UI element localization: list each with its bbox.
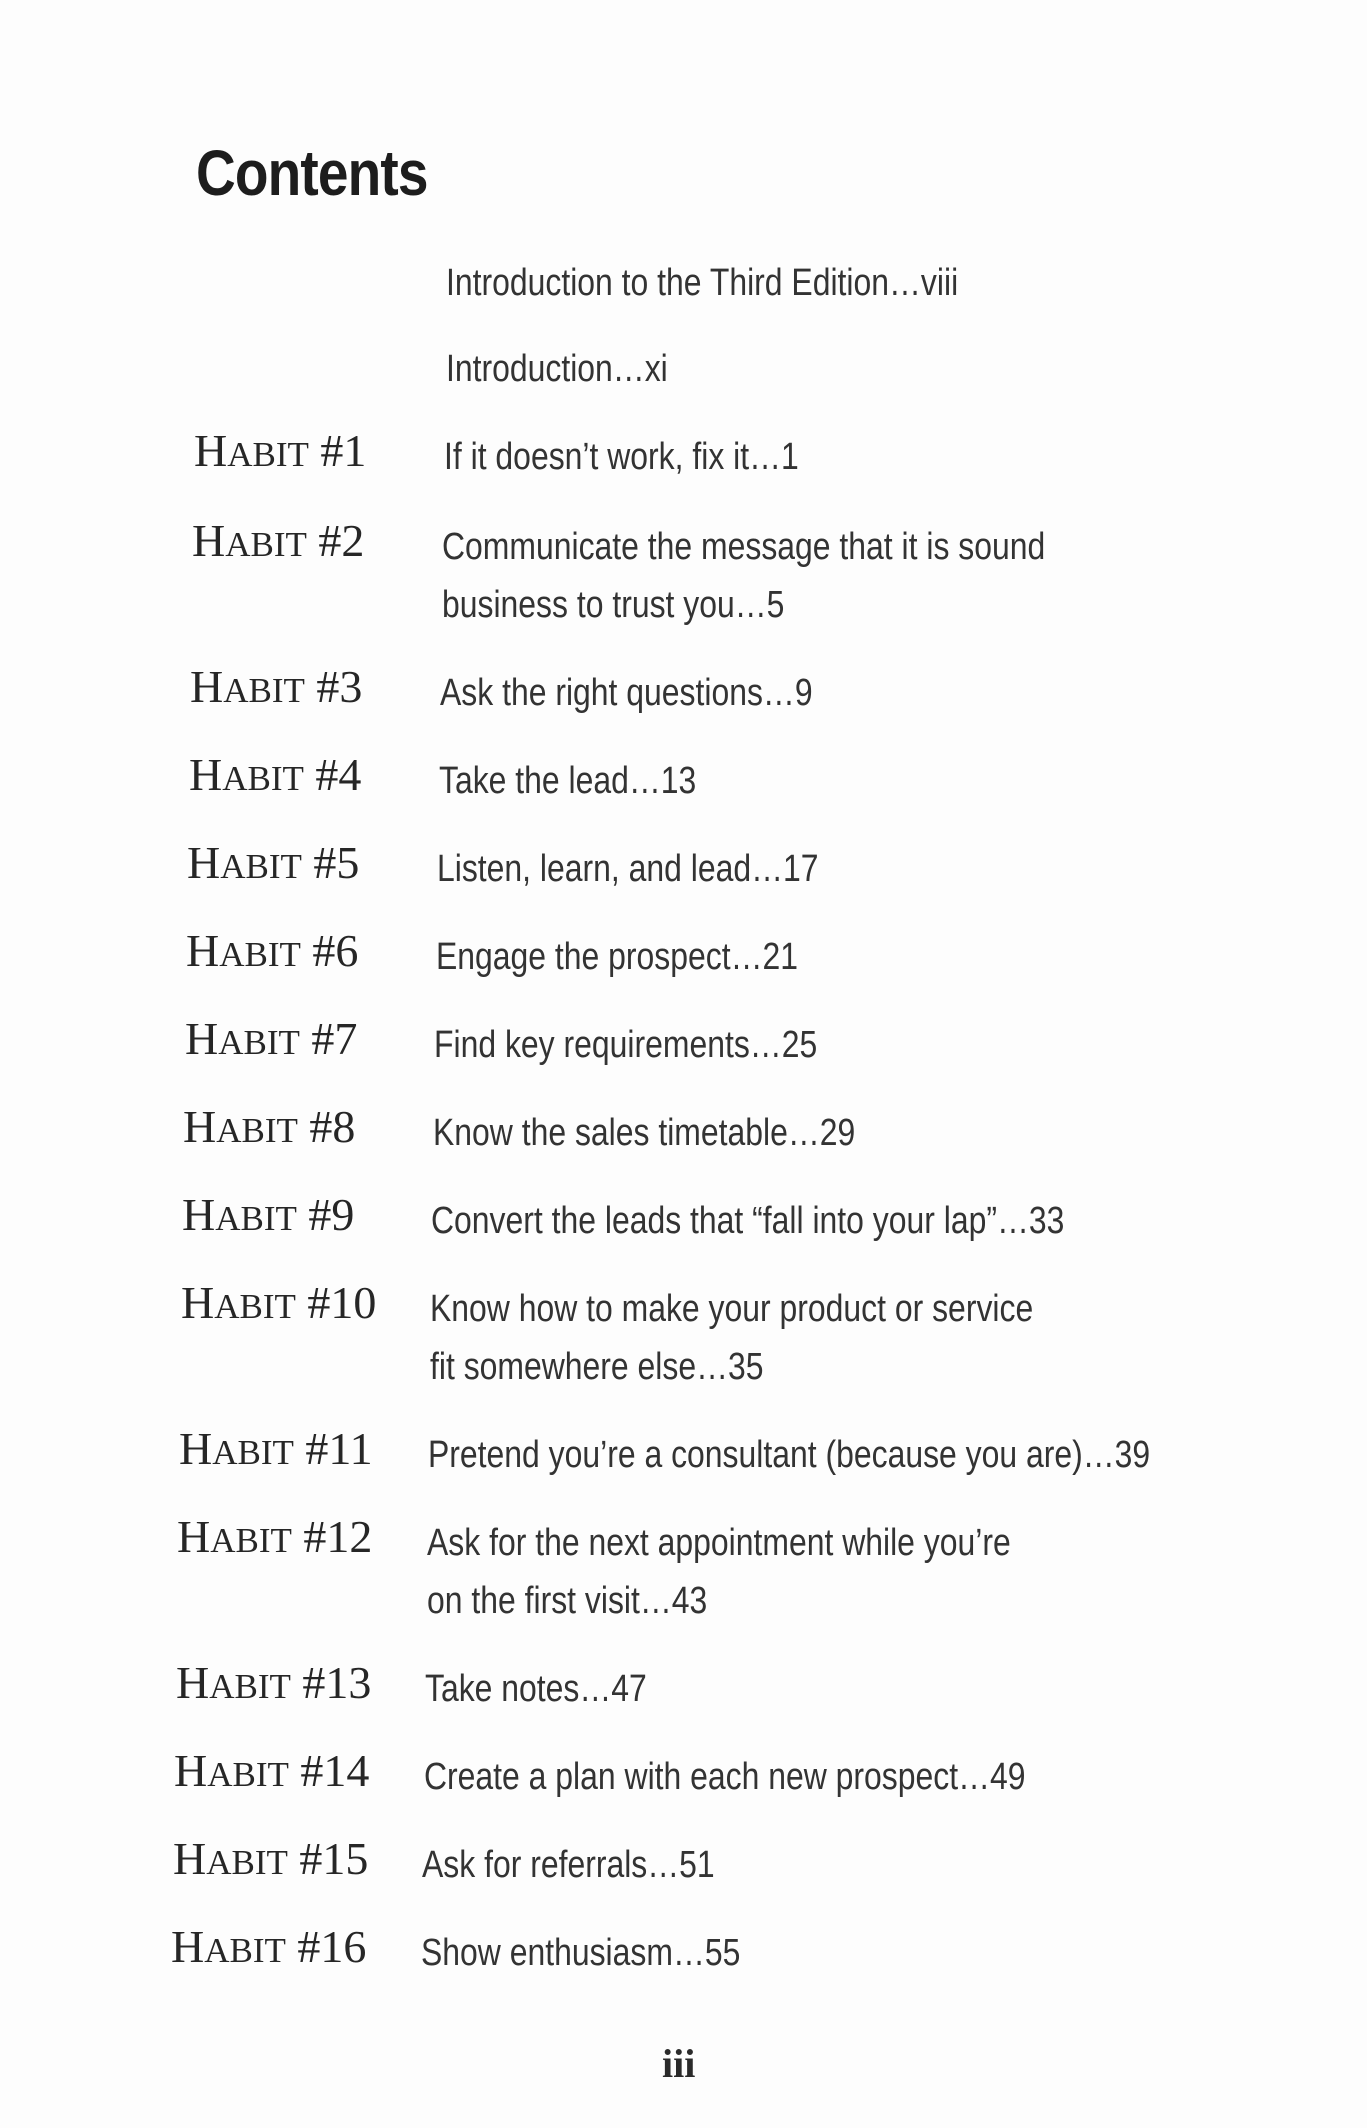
habit-label <box>192 514 364 567</box>
habit-label-smallcaps: ABIT <box>204 1931 286 1970</box>
entry-title-line: Take notes…47 <box>425 1668 647 1710</box>
entry-title <box>442 518 1045 634</box>
habit-number: #6 <box>312 925 359 976</box>
entry-title <box>434 1016 817 1074</box>
entry-title-line: Engage the prospect…21 <box>436 936 799 978</box>
habit-label-initial: H <box>194 425 228 476</box>
entry-title <box>422 1836 715 1894</box>
entry-title <box>439 752 696 810</box>
habit-label-initial: H <box>189 749 223 800</box>
habit-label-initial: H <box>177 1511 211 1562</box>
habit-label-initial: H <box>173 1833 207 1884</box>
habit-label-initial: H <box>190 661 224 712</box>
habit-number: #9 <box>308 1189 355 1240</box>
habit-number: #1 <box>320 425 367 476</box>
habit-label <box>182 1188 354 1241</box>
habit-label-initial: H <box>174 1745 208 1796</box>
habit-number: #15 <box>299 1833 369 1884</box>
habit-label-smallcaps: ABIT <box>223 671 305 710</box>
habit-label-smallcaps: ABIT <box>227 435 309 474</box>
entry-title-line: Know the sales timetable…29 <box>433 1112 856 1154</box>
habit-label <box>179 1422 373 1475</box>
habit-number: #16 <box>297 1921 367 1972</box>
habit-label <box>190 660 362 713</box>
habit-number: #13 <box>302 1657 372 1708</box>
entry-title-line: Communicate the message that it is sound <box>442 526 1046 568</box>
habit-label-initial: H <box>176 1657 210 1708</box>
entry-title <box>446 254 958 312</box>
habit-number: #10 <box>307 1277 377 1328</box>
habit-label-smallcaps: ABIT <box>222 759 304 798</box>
entry-title <box>421 1924 740 1982</box>
habit-label <box>183 1100 355 1153</box>
entry-title <box>440 664 813 722</box>
habit-label <box>189 748 361 801</box>
habit-label-smallcaps: ABIT <box>218 1023 300 1062</box>
habit-label-smallcaps: ABIT <box>216 1111 298 1150</box>
entry-title-line: Convert the leads that “fall into your lap”…33 <box>431 1200 1065 1242</box>
habit-label <box>173 1832 368 1885</box>
habit-label-smallcaps: ABIT <box>220 847 302 886</box>
habit-label <box>186 924 358 977</box>
habit-label-initial: H <box>171 1921 205 1972</box>
habit-label-smallcaps: ABIT <box>225 525 307 564</box>
entry-title-line: Introduction to the Third Edition…viii <box>446 262 959 304</box>
habit-label-initial: H <box>192 515 226 566</box>
entry-title <box>424 1748 1026 1806</box>
habit-label-initial: H <box>179 1423 213 1474</box>
habit-label-smallcaps: ABIT <box>207 1755 289 1794</box>
entry-title-line: on the first visit…43 <box>427 1580 708 1622</box>
entry-title <box>425 1660 647 1718</box>
habit-number: #12 <box>303 1511 373 1562</box>
habit-number: #4 <box>315 749 362 800</box>
page-title: Contents <box>196 137 428 209</box>
entry-title-line: Show enthusiasm…55 <box>421 1932 741 1974</box>
entry-title-line: If it doesn’t work, fix it…1 <box>444 436 799 478</box>
entry-title <box>431 1192 1064 1250</box>
entry-title-line: business to trust you…5 <box>442 584 785 626</box>
habit-number: #5 <box>313 837 360 888</box>
entry-title-line: Listen, learn, and lead…17 <box>437 848 819 890</box>
entry-title-line: fit somewhere else…35 <box>430 1346 764 1388</box>
habit-number: #8 <box>309 1101 356 1152</box>
habit-label-initial: H <box>181 1277 215 1328</box>
habit-number: #14 <box>300 1745 370 1796</box>
entry-title <box>446 340 668 398</box>
habit-label-initial: H <box>182 1189 216 1240</box>
habit-label-smallcaps: ABIT <box>209 1667 291 1706</box>
entry-title <box>437 840 819 898</box>
entry-title-line: Ask the right questions…9 <box>440 672 813 714</box>
entry-title <box>430 1280 1033 1396</box>
habit-label-smallcaps: ABIT <box>214 1287 296 1326</box>
habit-label <box>174 1744 369 1797</box>
entry-title-line: Find key requirements…25 <box>434 1024 818 1066</box>
entry-title <box>436 928 798 986</box>
habit-number: #3 <box>316 661 363 712</box>
habit-label-smallcaps: ABIT <box>219 935 301 974</box>
habit-label-smallcaps: ABIT <box>212 1433 294 1472</box>
habit-label-initial: H <box>183 1101 217 1152</box>
entry-title-line: Know how to make your product or service <box>430 1288 1034 1330</box>
entry-title-line: Pretend you’re a consultant (because you are)…39 <box>428 1434 1151 1476</box>
habit-label <box>185 1012 357 1065</box>
entry-title-line: Introduction…xi <box>446 348 668 390</box>
entry-title <box>444 428 799 486</box>
habit-label-initial: H <box>185 1013 219 1064</box>
page-number: iii <box>662 2041 696 2086</box>
entry-title <box>433 1104 855 1162</box>
habit-label-smallcaps: ABIT <box>210 1521 292 1560</box>
habit-label <box>187 836 359 889</box>
habit-number: #11 <box>305 1423 373 1474</box>
habit-label <box>181 1276 376 1329</box>
entry-title-line: Ask for referrals…51 <box>422 1844 715 1886</box>
habit-label <box>176 1656 371 1709</box>
entry-title-line: Create a plan with each new prospect…49 <box>424 1756 1026 1798</box>
entry-title-line: Take the lead…13 <box>439 760 697 802</box>
habit-label-initial: H <box>186 925 220 976</box>
habit-label <box>177 1510 372 1563</box>
habit-label <box>194 424 366 477</box>
entry-title <box>428 1426 1150 1484</box>
habit-label-smallcaps: ABIT <box>215 1199 297 1238</box>
entry-title <box>427 1514 1011 1630</box>
habit-number: #2 <box>318 515 365 566</box>
habit-number: #7 <box>311 1013 358 1064</box>
habit-label-smallcaps: ABIT <box>206 1843 288 1882</box>
entry-title-line: Ask for the next appointment while you’re <box>427 1522 1011 1564</box>
habit-label-initial: H <box>187 837 221 888</box>
habit-label <box>171 1920 366 1973</box>
